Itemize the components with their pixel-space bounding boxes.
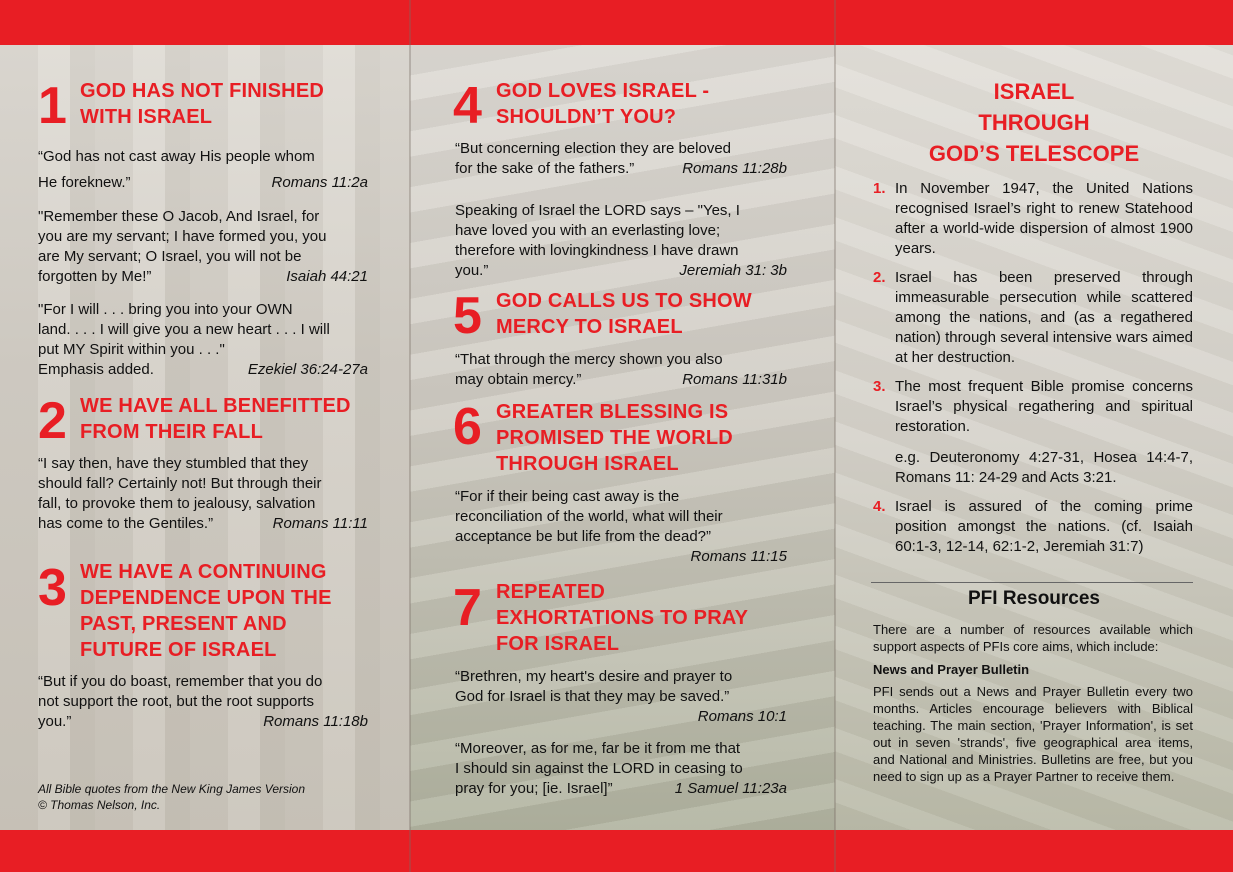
section-heading-7: REPEATED EXHORTATIONS TO PRAY FOR ISRAEL	[496, 581, 749, 655]
ref: Ezekiel 36:24-27a	[247, 361, 368, 378]
point-4: 4. Israel is assured of the coming prime position amongst the nations. (cf. Isaiah 60:1-3, 12-14, 62:1-2, Jeremiah 31:7)	[873, 498, 1193, 555]
section-number-4: 4	[453, 77, 482, 135]
fold-line-left	[409, 0, 411, 872]
ref: Jeremiah 31: 3b	[679, 262, 787, 279]
quote-romans-11-31b: “That through the mercy shown you also may obtain mercy.” Romans 11:31b	[455, 351, 787, 388]
section-heading-6: GREATER BLESSING IS PROMISED THE WORLD THROUGH ISRAEL	[496, 401, 733, 475]
bulletin-heading: News and Prayer Bulletin	[873, 662, 1030, 677]
ref: Romans 11:2a	[271, 174, 368, 191]
divider	[871, 582, 1193, 583]
point-3: 3. The most frequent Bible promise concerns Israel’s physical regathering and spiritual restoration.	[873, 378, 1193, 435]
panel-middle	[410, 45, 835, 830]
section-heading-3: WE HAVE A CONTINUING DEPENDENCE UPON THE PAST, PRESENT AND FUTURE OF ISRAEL	[80, 561, 332, 661]
quote-isaiah-44-21: "Remember these O Jacob, And Israel, for you are my servant; I have formed you, you are My servant; O Israel, you will not be forgotten by Me!” Isaiah 44:21	[38, 208, 368, 285]
quote-romans-10-1: “Brethren, my heart's desire and prayer to God for Israel is that they may be saved.” Romans 10:1	[455, 668, 787, 725]
section-heading-2: WE HAVE ALL BENEFITTED FROM THEIR FALL	[80, 395, 351, 443]
ref: Romans 10:1	[697, 708, 787, 725]
section-number-3: 3	[38, 559, 67, 617]
panel-title: ISRAEL THROUGH GOD’S TELESCOPE	[928, 79, 1140, 166]
section-number-7: 7	[453, 579, 482, 637]
quote-1-samuel-11-23a: “Moreover, as for me, far be it from me that I should sin against the LORD in ceasing to pray for you; [ie. Israel]” 1 Samuel 11:23a	[455, 740, 787, 797]
bottom-red-band	[0, 830, 1233, 872]
quote-romans-11-28b: “But concerning election they are beloved for the sake of the fathers.” Romans 11:28b	[455, 140, 787, 177]
ref: Isaiah 44:21	[286, 268, 368, 285]
ref: Romans 11:11	[272, 515, 368, 532]
ref: 1 Samuel 11:23a	[674, 780, 787, 797]
section-number-2: 2	[38, 392, 67, 450]
ref: Romans 11:18b	[263, 713, 368, 730]
ref: Romans 11:28b	[682, 160, 787, 177]
quote-romans-11-2a: “God has not cast away His people whom He foreknew.” Romans 11:2a	[38, 148, 368, 191]
resources-intro: There are a number of resources available which support aspects of PFIs core aims, which include:	[873, 622, 1193, 654]
bible-version-footnote: All Bible quotes from the New King James Version © Thomas Nelson, Inc.	[38, 782, 306, 812]
point-1: 1. In November 1947, the United Nations recognised Israel’s right to renew Statehood after a world-wide dispersion of almost 1900 years.	[873, 180, 1193, 257]
quote-ezekiel-36: "For I will . . . bring you into your OWN land. . . . I will give you a new heart . . . I will put MY Spirit within you . . ." Emphasis added. Ezekiel 36:24-27a	[38, 301, 368, 378]
ref: Romans 11:15	[690, 548, 787, 565]
ref: Romans 11:31b	[682, 371, 787, 388]
section-number-6: 6	[453, 398, 482, 456]
panel-right	[835, 45, 1233, 830]
quote-romans-11-11: “I say then, have they stumbled that they should fall? Certainly not! But through their fall, to provoke them to jealousy, salvation has come to the Gentiles.” Romans 11:11	[38, 455, 368, 532]
point-2: 2. Israel has been preserved through immeasurable persecution while scattered among the nations, and (as a regathered nation) through several intensive wars aimed at her destruction.	[873, 269, 1193, 366]
resources-heading: PFI Resources	[968, 588, 1100, 609]
panel-left	[0, 45, 410, 830]
point-3-examples: e.g. Deuteronomy 4:27-31, Hosea 14:4-7, Romans 11: 24-29 and Acts 3:21.	[895, 449, 1193, 486]
section-number-1: 1	[38, 77, 67, 135]
quote-romans-11-18b: “But if you do boast, remember that you do not support the root, but the root supports you.” Romans 11:18b	[38, 673, 368, 730]
telescope-points-list	[873, 179, 1193, 557]
section-number-5: 5	[453, 287, 482, 345]
section-heading-1: GOD HAS NOT FINISHED WITH ISRAEL	[80, 80, 325, 128]
quote-romans-11-15: “For if their being cast away is the reconciliation of the world, what will their acceptance be but life from the dead?” Romans 11:15	[455, 488, 787, 565]
fold-line-right	[834, 0, 836, 872]
top-red-band	[0, 0, 1233, 45]
section-heading-4: GOD LOVES ISRAEL - SHOULDN’T YOU?	[496, 80, 710, 128]
bulletin-text: PFI sends out a News and Prayer Bulletin every two months. Articles encourage believers with Biblical teaching. The main section, 'Prayer Information', is set out in seven 'strands', five geographical area items, and National and Ministries. Bulletins are free, but you need to sign up as a Prayer Partner to receive them.	[873, 684, 1193, 784]
quote-jeremiah-31-3b: Speaking of Israel the LORD says – "Yes, I have loved you with an everlasting love; therefore with lovingkindness I have drawn you.” Jeremiah 31: 3b	[455, 202, 787, 279]
section-heading-5: GOD CALLS US TO SHOW MERCY TO ISRAEL	[496, 290, 752, 338]
